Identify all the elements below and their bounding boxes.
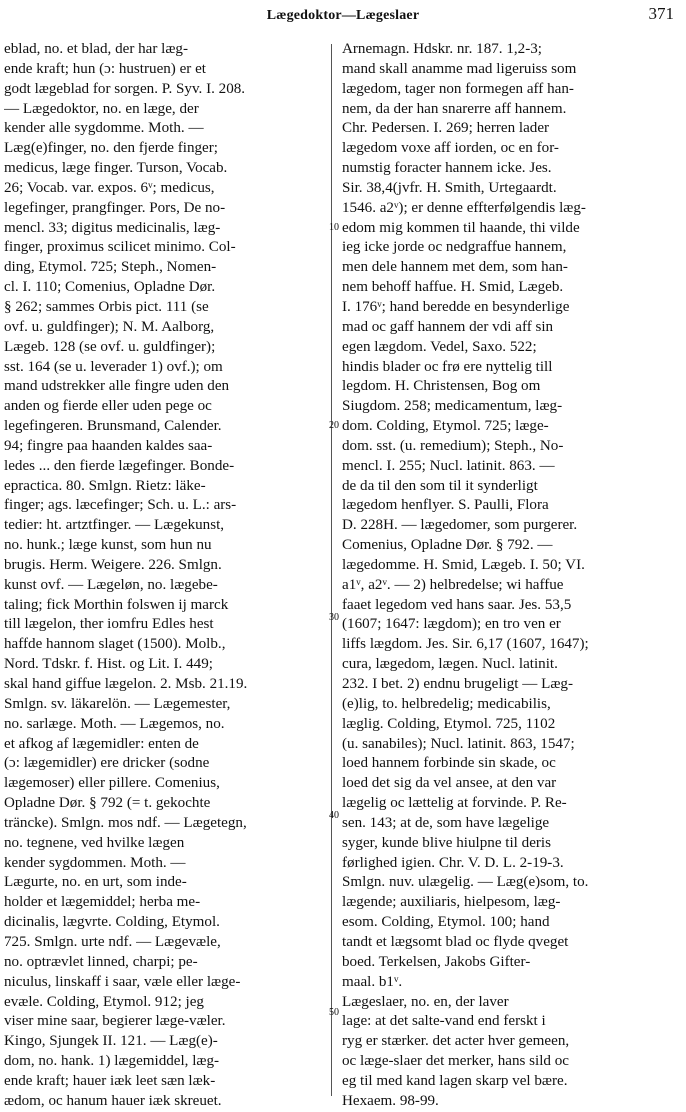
text-line: førlighed igien. Chr. V. D. L. 2-19-3. [342,854,564,871]
text-line: no. hunk.; læge kunst, som hun nu [4,537,212,554]
text-line: lægende; auxiliaris, hielpesom, læg- [342,894,561,911]
text-line: maal. b1ᵛ. [342,973,403,990]
text-line: Comenius, Opladne Dør. § 792. — [342,537,553,554]
text-line: Lægeb. 128 (se ovf. u. guldfinger); [4,338,216,355]
text-line: kender sygdommen. Moth. — [4,854,186,871]
text-line: niculus, linskaff i saar, væle eller læge- [4,973,241,990]
text-line: mencl. I. 255; Nucl. latinit. 863. — [342,457,555,474]
text-line: cl. I. 110; Comenius, Opladne Dør. [4,279,216,296]
text-line: lægemoser) eller pillere. Comenius, [4,775,220,792]
text-line: taling; fick Morthin folswen ij marck [4,596,229,613]
text-line: dicinalis, lægvrte. Colding, Etymol. [4,914,220,931]
text-line: (1607; 1647: lægdom); en tro ven er [342,616,561,633]
line-number-marker: 40 [329,810,339,821]
text-line: ledes ... den fierde lægefinger. Bonde- [4,457,235,474]
text-line: Smlgn. nuv. ulægelig. — Læg(e)som, to. [342,874,589,891]
text-line: lage: at det salte-vand end ferskt i [342,1013,546,1030]
text-line: mand udstrekker alle fingre uden den [4,378,230,395]
text-line: viser mine saar, begierer læge-væler. [4,1013,226,1030]
text-line: tandt et lægsomt blad oc flyde qveget [342,933,569,950]
text-line: Chr. Pedersen. I. 269; herren lader [342,120,550,137]
text-line: dom. sst. (u. remedium); Steph., No- [342,437,564,454]
text-line: 1546. a2ᵛ); er denne effterfølgendis læg- [342,199,586,216]
text-line: (e)lig, to. helbredelig; medicabilis, [342,695,551,712]
text-line: lægedom voxe aff iorden, oc en for- [342,140,559,157]
text-line: § 262; sammes Orbis pict. 111 (se [4,298,209,315]
text-line: dom. Colding, Etymol. 725; læge- [342,418,549,435]
text-line: till lægelon, ther iomfru Edles hest [4,616,214,633]
text-line: cura, lægedom, lægen. Nucl. latinit. [342,656,558,673]
text-line: faaet legedom ved hans saar. Jes. 53,5 [342,596,572,613]
text-line: esom. Colding, Etymol. 100; hand [342,914,550,931]
text-line: sst. 164 (se u. leverader 1) ovf.); om [4,358,223,375]
text-line: ædom, oc hanum hauer iæk skreuet. [4,1092,222,1109]
text-line: träncke). Smlgn. mos ndf. — Lægetegn, [4,814,247,831]
left-text-column [4,40,322,1112]
text-line: mand skall anamme mad ligeruiss som [342,60,577,77]
text-line: mencl. 33; digitus medicinalis, læg- [4,219,221,236]
line-number-marker: 10 [329,222,339,233]
text-line: brugis. Herm. Weigere. 226. Smlgn. [4,556,222,573]
text-line: eg til med kand lagen skarp vel bære. [342,1072,568,1089]
text-line: lægelig oc lættelig at forvinde. P. Re- [342,795,567,812]
text-line: boed. Terkelsen, Jakobs Gifter- [342,953,531,970]
text-line: legdom. H. Christensen, Bog om [342,378,541,395]
page-number: 371 [648,4,674,23]
text-line: legefinger, prangfinger. Pors, De no- [4,199,226,216]
text-line: Læg(e)finger, no. den fjerde finger; [4,140,218,157]
text-line: Lægeslaer, no. en, der laver [342,993,509,1010]
text-line: loed hannem forbinde sin skade, oc [342,755,556,772]
text-line: dom, no. hank. 1) lægemiddel, læg- [4,1053,220,1070]
right-text-column [342,40,670,1112]
text-line: no. optrævlet linned, charpi; pe- [4,953,198,970]
text-line: 26; Vocab. var. expos. 6ᵛ; medicus, [4,179,215,196]
column-divider [331,44,332,1096]
text-line: godt lægeblad for sorgen. P. Syv. I. 208. [4,80,246,97]
text-line: 94; fingre paa haanden kaldes saa- [4,437,213,454]
text-line: medicus, læge finger. Turson, Vocab. [4,160,228,177]
text-line: 725. Smlgn. urte ndf. — Lægevæle, [4,933,221,950]
text-line: Kingo, Sjungek II. 121. — Læg(e)- [4,1033,218,1050]
text-line: 232. I bet. 2) endnu brugeligt — Læg- [342,676,573,692]
text-line: oc læge-slaer det merker, hans sild oc [342,1053,569,1070]
text-line: Opladne Dør. § 792 (= t. gekochte [4,795,211,812]
text-line: D. 228H. — lægedomer, som purgerer. [342,517,578,534]
text-line: edom mig kommen til haande, thi vilde [342,219,580,236]
text-line: haffde hannom slaget (1500). Molb., [4,636,226,653]
text-line: men dele hannem met dem, som han- [342,259,568,276]
text-line: numstig foracter hannem icke. Jes. [342,160,552,177]
text-line: lægedom henflyer. S. Paulli, Flora [342,497,549,514]
text-line: Sir. 38,4(jvfr. H. Smith, Urtegaardt. [342,179,557,196]
text-line: finger, proximus scilicet minimo. Col- [4,239,236,256]
text-line: no. tegnene, ved hvilke lægen [4,834,185,851]
text-line: eblad, no. et blad, der har læg- [4,41,188,57]
text-line: ryg er stærker. det acter hver gemeen, [342,1033,570,1050]
text-line: (u. sanabiles); Nucl. latinit. 863, 1547; [342,735,575,752]
text-line: et afkog af lægemidler: enten de [4,735,199,752]
text-line: Lægurte, no. en urt, som inde- [4,874,187,891]
text-line: finger; ags. læcefinger; Sch. u. L.: ars- [4,497,237,514]
text-line: nem, da der han snarerre aff hannem. [342,100,567,117]
text-line: egen lægdom. Vedel, Saxo. 522; [342,338,537,355]
page-header [0,4,686,28]
text-line: a1ᵛ, a2ᵛ. — 2) helbredelse; wi haffue [342,576,564,593]
line-number-marker: 50 [329,1007,339,1018]
text-line: syger, kunde blive hiulpne til deris [342,834,551,851]
text-line: ovf. u. guldfinger); N. M. Aalborg, [4,318,215,335]
text-line: ende kraft; hauer iæk leet sæn læk- [4,1072,216,1089]
line-number-marker: 30 [329,612,339,623]
text-line: lægedom, tager non formegen aff han- [342,80,574,97]
text-line: tedier: ht. artztfinger. — Lægekunst, [4,517,225,534]
text-line: I. 176ᵛ; hand beredde en besynderlige [342,298,570,315]
line-number-marker: 20 [329,420,339,431]
text-line: — Lægedoktor, no. en læge, der [4,100,199,117]
text-line: Smlgn. sv. läkarelön. — Lægemester, [4,695,231,712]
text-line: legefingeren. Brunsmand, Calender. [4,418,222,435]
text-line: skal hand giffue lægelon. 2. Msb. 21.19. [4,676,248,692]
text-line: mad oc gaff hannem der vdi aff sin [342,318,554,335]
text-line: nem behoff haffue. H. Smid, Lægeb. [342,279,564,296]
text-line: kender alle sygdomme. Moth. — [4,120,204,137]
text-line: de da til den som til it synderligt [342,477,538,494]
text-line: no. sarlæge. Moth. — Lægemos, no. [4,715,225,732]
text-line: Arnemagn. Hdskr. nr. 187. 1,2-3; [342,41,542,57]
text-line: anden og fierde eller uden pege oc [4,398,212,415]
text-line: hindis blader oc frø ere nyttelig till [342,358,553,375]
text-line: liffs lægdom. Jes. Sir. 6,17 (1607, 1647); [342,636,589,653]
text-line: ding, Etymol. 725; Steph., Nomen- [4,259,217,276]
text-line: loed det sig da vel ansee, at den var [342,775,557,792]
text-line: ieg icke jorde oc nedgraffue hannem, [342,239,567,256]
text-line: Hexaem. 98-99. [342,1092,439,1109]
text-line: Nord. Tdskr. f. Hist. og Lit. I. 449; [4,656,213,673]
text-line: Siugdom. 258; medicamentum, læg- [342,398,563,415]
running-head: Lægedoktor—Lægeslaer [266,8,420,23]
text-line: lægedomme. H. Smid, Lægeb. I. 50; VI. [342,556,585,573]
text-line: læglig. Colding, Etymol. 725, 1102 [342,715,556,732]
text-line: epractica. 80. Smlgn. Rietz: läke- [4,477,206,494]
text-line: ende kraft; hun (ɔ: hustruen) er et [4,60,207,77]
text-line: sen. 143; at de, som have lægelige [342,814,550,831]
text-line: kunst ovf. — Lægeløn, no. lægebe- [4,576,218,593]
text-line: (ɔ: lægemidler) ere dricker (sodne [4,755,210,772]
text-line: holder et lægemiddel; herba me- [4,894,201,911]
text-line: evæle. Colding, Etymol. 912; jeg [4,993,204,1010]
